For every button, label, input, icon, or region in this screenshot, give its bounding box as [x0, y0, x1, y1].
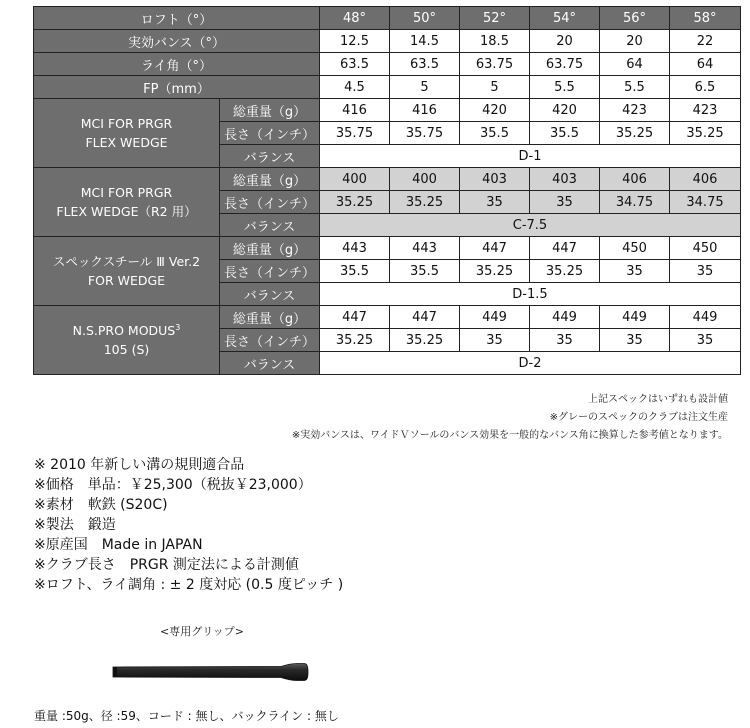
spec-item: ※クラブ長さ PRGR 測定法による計測値	[34, 557, 299, 573]
length-cell: 35.25	[460, 260, 530, 283]
fp-cell: 5	[390, 76, 460, 99]
fp-cell: 5.5	[530, 76, 600, 99]
length-cell: 35	[530, 329, 600, 352]
balance-label: バランス	[220, 283, 320, 306]
balance-label: バランス	[220, 352, 320, 375]
length-label: 長さ（インチ）	[220, 122, 320, 145]
weight-cell: 420	[530, 99, 600, 122]
shaft-weight-row	[34, 168, 741, 191]
weight-cell: 443	[320, 237, 390, 260]
shaft-name-line1: N.S.PRO MODUS	[72, 323, 176, 338]
weight-label: 総重量（g）	[220, 237, 320, 260]
length-cell: 35.5	[460, 122, 530, 145]
length-cell: 35.25	[320, 329, 390, 352]
shaft-name	[34, 237, 220, 306]
weight-cell: 423	[600, 99, 670, 122]
shaft-name	[34, 99, 220, 168]
shaft-name-line2: FLEX WEDGE	[85, 135, 168, 150]
length-cell: 35.25	[670, 122, 741, 145]
weight-cell: 450	[600, 237, 670, 260]
length-cell: 35.75	[390, 122, 460, 145]
spec-item: ※価格 単品：￥25,300（税抜￥23,000）	[34, 477, 312, 493]
length-cell: 35.25	[390, 329, 460, 352]
lie-cell: 64	[670, 53, 741, 76]
balance-cell: D-2	[320, 352, 741, 375]
fp-row	[34, 76, 741, 99]
length-cell: 35	[460, 191, 530, 214]
length-cell: 35.25	[390, 191, 460, 214]
length-label: 長さ（インチ）	[220, 191, 320, 214]
length-cell: 35.75	[320, 122, 390, 145]
spec-list	[34, 455, 343, 595]
weight-cell: 443	[390, 237, 460, 260]
bounce-cell: 20	[600, 30, 670, 53]
weight-label: 総重量（g）	[220, 306, 320, 329]
loft-row	[34, 7, 741, 30]
length-cell: 35.25	[600, 122, 670, 145]
bounce-label: 実効バンス（°）	[34, 30, 320, 53]
loft-label: ロフト（°）	[34, 7, 320, 30]
weight-cell: 449	[600, 306, 670, 329]
weight-cell: 449	[530, 306, 600, 329]
lie-cell: 63.5	[390, 53, 460, 76]
shaft-name	[34, 306, 220, 375]
note-design-values: 上記スペックはいずれも設計値	[588, 394, 728, 405]
length-cell: 35	[670, 329, 741, 352]
weight-cell: 406	[670, 168, 741, 191]
shaft-name-line1: スペックスチール Ⅲ Ver.2	[52, 254, 201, 269]
grip-specs: 重量 :50g、径 :59、コード : 無し、バックライン : 無し	[34, 709, 339, 723]
balance-cell: D-1	[320, 145, 741, 168]
loft-cell: 48°	[320, 7, 390, 30]
length-cell: 35	[600, 329, 670, 352]
grip-image	[111, 661, 311, 683]
length-cell: 34.75	[600, 191, 670, 214]
shaft-name	[34, 168, 220, 237]
shaft-name-line2: FOR WEDGE	[87, 273, 166, 288]
bounce-cell: 22	[670, 30, 741, 53]
shaft-name-line1: MCI FOR PRGR	[80, 116, 173, 131]
weight-label: 総重量（g）	[220, 168, 320, 191]
weight-cell: 403	[460, 168, 530, 191]
weight-cell: 449	[670, 306, 741, 329]
loft-cell: 52°	[460, 7, 530, 30]
weight-cell: 447	[320, 306, 390, 329]
weight-cell: 449	[460, 306, 530, 329]
shaft-name-superscript: 3	[175, 322, 181, 332]
fp-cell: 5	[460, 76, 530, 99]
loft-cell: 56°	[600, 7, 670, 30]
lie-cell: 63.75	[530, 53, 600, 76]
weight-cell: 400	[390, 168, 460, 191]
weight-cell: 450	[670, 237, 741, 260]
spec-item: ※ロフト、ライ調角 : ± 2 度対応 (0.5 度ピッチ )	[34, 577, 344, 593]
fp-cell: 6.5	[670, 76, 741, 99]
fp-label: FP（mm）	[34, 76, 320, 99]
fp-cell: 4.5	[320, 76, 390, 99]
balance-cell: D-1.5	[320, 283, 741, 306]
spec-item: ※原産国 Made in JAPAN	[34, 537, 203, 553]
weight-cell: 420	[460, 99, 530, 122]
bounce-row	[34, 30, 741, 53]
spec-item: ※ 2010 年新しい溝の規則適合品	[34, 457, 245, 473]
length-cell: 34.75	[670, 191, 741, 214]
length-cell: 35	[670, 260, 741, 283]
lie-cell: 63.5	[320, 53, 390, 76]
length-cell: 35.5	[320, 260, 390, 283]
balance-label: バランス	[220, 214, 320, 237]
lie-cell: 63.75	[460, 53, 530, 76]
length-cell: 35.25	[530, 260, 600, 283]
weight-cell: 403	[530, 168, 600, 191]
length-cell: 35.25	[320, 191, 390, 214]
weight-label: 総重量（g）	[220, 99, 320, 122]
bounce-cell: 12.5	[320, 30, 390, 53]
grip-caption: <専用グリップ>	[160, 625, 244, 638]
weight-cell: 416	[390, 99, 460, 122]
bounce-cell: 20	[530, 30, 600, 53]
loft-cell: 50°	[390, 7, 460, 30]
weight-cell: 447	[460, 237, 530, 260]
fp-cell: 5.5	[600, 76, 670, 99]
shaft-name-line2: FLEX WEDGE（R2 用）	[56, 204, 197, 219]
shaft-name-line1: MCI FOR PRGR	[80, 185, 173, 200]
spec-table	[33, 6, 741, 375]
weight-cell: 447	[390, 306, 460, 329]
note-gray-order: ※グレーのスペックのクラブは注文生産	[549, 412, 728, 423]
length-cell: 35	[600, 260, 670, 283]
lie-row	[34, 53, 741, 76]
spec-item: ※製法 鍛造	[34, 517, 116, 533]
lie-label: ライ角（°）	[34, 53, 320, 76]
balance-cell: C-7.5	[320, 214, 741, 237]
shaft-weight-row	[34, 99, 741, 122]
weight-cell: 406	[600, 168, 670, 191]
spec-item: ※素材 軟鉄 (S20C)	[34, 497, 168, 513]
shaft-weight-row	[34, 237, 741, 260]
length-label: 長さ（インチ）	[220, 329, 320, 352]
weight-cell: 400	[320, 168, 390, 191]
length-cell: 35.5	[530, 122, 600, 145]
loft-cell: 58°	[670, 7, 741, 30]
length-label: 長さ（インチ）	[220, 260, 320, 283]
weight-cell: 416	[320, 99, 390, 122]
length-cell: 35.5	[390, 260, 460, 283]
loft-cell: 54°	[530, 7, 600, 30]
length-cell: 35	[460, 329, 530, 352]
weight-cell: 447	[530, 237, 600, 260]
balance-label: バランス	[220, 145, 320, 168]
bounce-cell: 14.5	[390, 30, 460, 53]
lie-cell: 64	[600, 53, 670, 76]
note-effective-bounce: ※実効バンスは、ワイドＶソールのバンス効果を一般的なバンス角に換算した参考値となります。	[291, 430, 728, 441]
length-cell: 35	[530, 191, 600, 214]
weight-cell: 423	[670, 99, 741, 122]
bounce-cell: 18.5	[460, 30, 530, 53]
shaft-weight-row	[34, 306, 741, 329]
shaft-name-line2: 105 (S)	[103, 342, 150, 357]
